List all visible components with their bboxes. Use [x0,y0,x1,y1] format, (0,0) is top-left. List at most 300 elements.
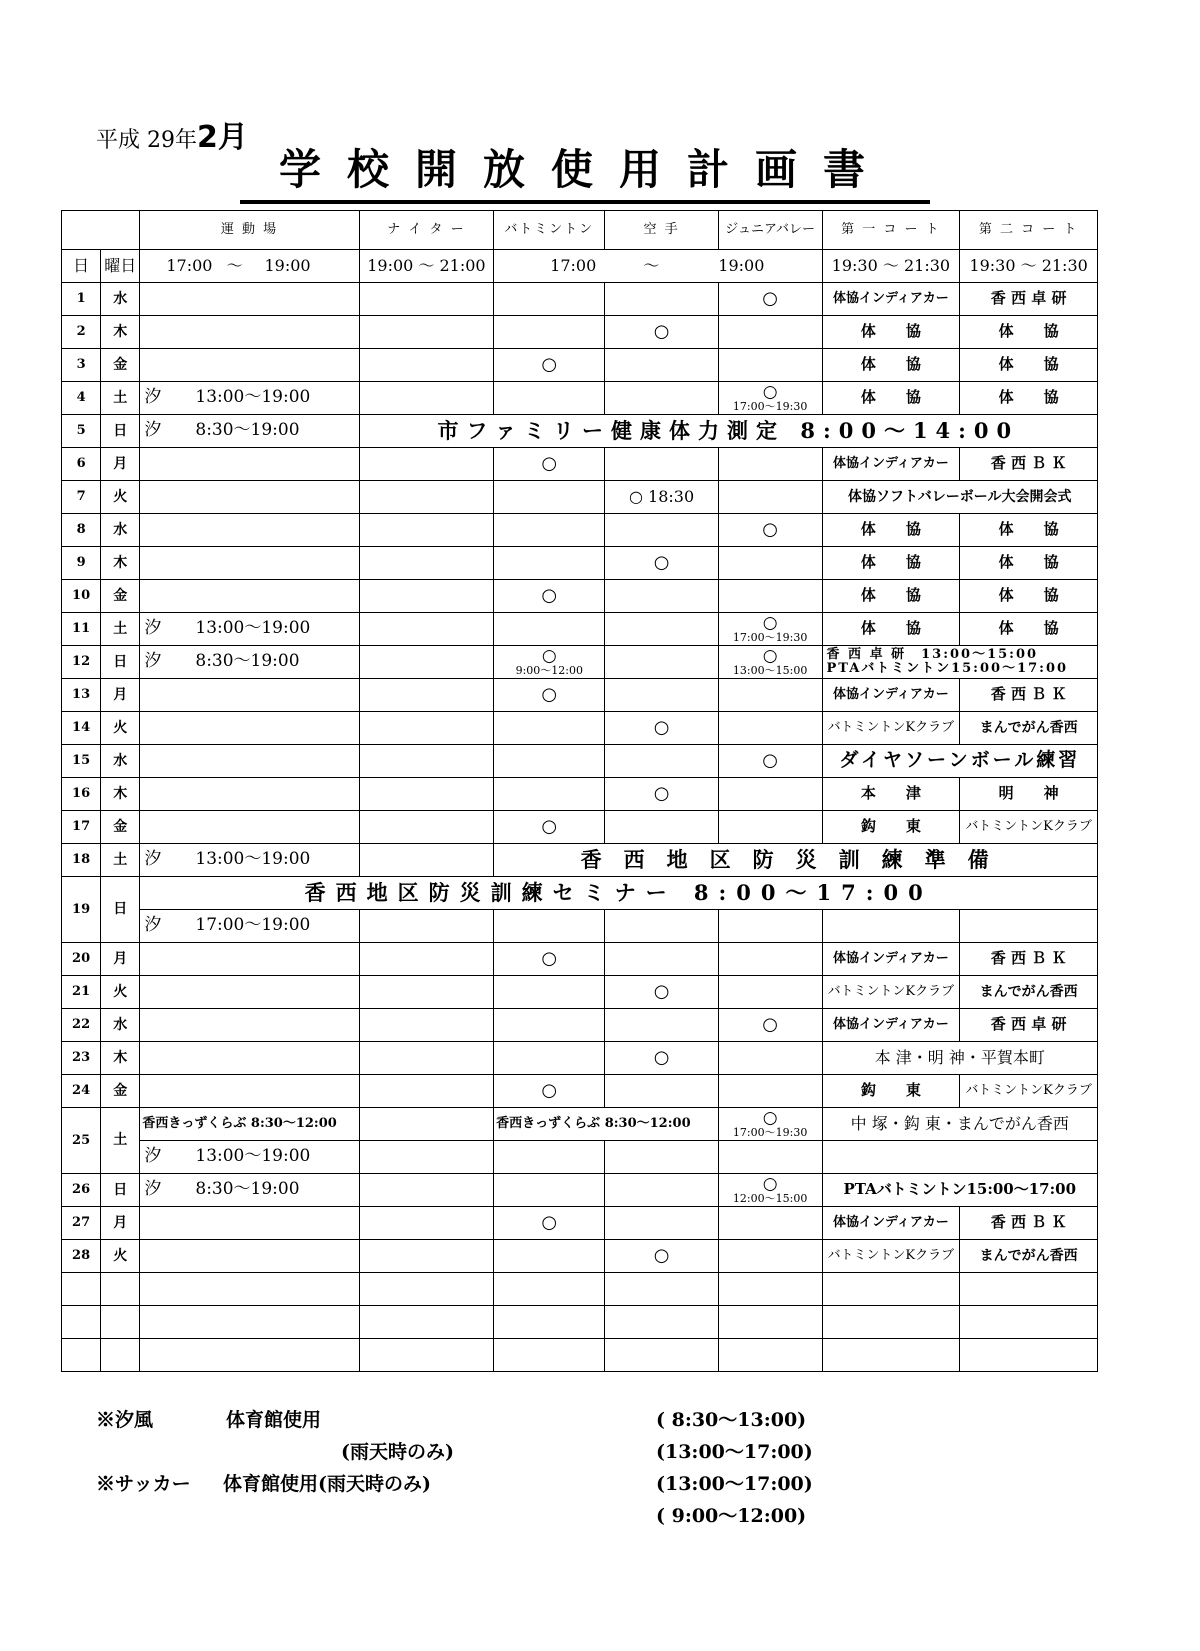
table-row [62,712,1098,745]
table-cell: 1 [62,283,101,316]
table-cell: 9 [62,547,101,580]
table-cell: 土 [101,1108,140,1174]
note-row [96,1405,876,1437]
col-court2: 第 二 コ ー ト [960,211,1098,250]
table-cell: ダイヤソーンボール練習 [822,745,1097,778]
table-cell: 体協インディアカー [822,679,960,712]
table-cell [605,1075,718,1108]
table-cell [140,481,359,514]
table-cell: バトミントンKクラブ [960,1075,1098,1108]
table-cell: 体育館使用 [226,1409,322,1431]
table-cell: ○ [718,745,822,778]
table-row [62,382,1098,415]
table-cell [359,1108,494,1141]
table-cell [494,1174,605,1207]
table-row-sub [62,1141,1098,1174]
table-cell [140,778,359,811]
table-cell [605,943,718,976]
table-cell [718,316,822,349]
table-cell: 本 津 [822,778,960,811]
table-cell: 汐 8:30〜19:00 [140,1174,359,1207]
table-row [62,547,1098,580]
era-year: 平成 29年 [96,128,197,153]
table-cell [140,1009,359,1042]
table-cell: 22 [62,1009,101,1042]
table-cell: 8 [62,514,101,547]
table-cell [62,1306,101,1339]
table-cell: 火 [101,1240,140,1273]
table-cell: 火 [101,976,140,1009]
table-cell [359,1042,494,1075]
table-cell: ○ [494,349,605,382]
table-cell [359,1141,494,1174]
table-cell: 汐 13:00〜19:00 [140,613,359,646]
blank-row [62,1339,1098,1372]
table-row [62,1108,1098,1141]
table-cell [494,1009,605,1042]
event-banner: 香西地区防災訓練準備 [494,844,1098,877]
table-cell: 18 [62,844,101,877]
table-cell: PTAバトミントン15:00〜17:00 [822,1174,1097,1207]
table-cell: 体 協 [822,547,960,580]
table-cell: バトミントンKクラブ [960,811,1098,844]
table-cell [605,283,718,316]
table-cell: 香 西 卓 研 13:00〜15:00 [826,647,1039,663]
col-karate: 空 手 [605,211,718,250]
table-cell: 体 協 [822,514,960,547]
table-cell: 木 [101,778,140,811]
table-cell: ○ [605,1042,718,1075]
table-cell [359,778,494,811]
table-cell [359,316,494,349]
table-row [62,1042,1098,1075]
table-cell [718,943,822,976]
table-cell: 水 [101,283,140,316]
table-cell [140,448,359,481]
table-cell [605,1207,718,1240]
table-cell: 体 協 [960,613,1098,646]
table-cell: 木 [101,547,140,580]
table-cell [140,811,359,844]
table-cell [494,316,605,349]
table-cell: 17:00〜19:30 [732,1126,808,1140]
table-cell [494,1141,605,1174]
table-cell [359,811,494,844]
table-cell [359,283,494,316]
table-row [62,976,1098,1009]
table-row [62,349,1098,382]
table-cell [140,1240,359,1273]
table-cell [140,1075,359,1108]
table-cell: 体 協 [822,382,960,415]
table-cell [718,580,822,613]
table-cell: 水 [101,1009,140,1042]
table-cell [359,1240,494,1273]
table-cell: 24 [62,1075,101,1108]
table-cell: ○ [494,580,605,613]
table-row [62,844,1098,877]
table-cell: 体 協 [960,349,1098,382]
table-cell [359,382,494,415]
table-row [62,877,1098,910]
table-cell: 21 [62,976,101,1009]
table-row [62,316,1098,349]
table-cell: 23 [62,1042,101,1075]
table-cell [140,943,359,976]
table-cell: ○ [718,1009,822,1042]
table-cell [822,1141,1097,1174]
table-cell: (雨天時のみ) [341,1441,454,1463]
table-cell [140,316,359,349]
table-cell: ○ [718,514,822,547]
table-cell [140,580,359,613]
nighter-time: 19:00 〜 21:00 [359,250,494,283]
table-cell [101,1273,140,1306]
table-cell: 金 [101,580,140,613]
table-cell [494,712,605,745]
table-cell [62,1339,101,1372]
event-banner: 市ファミリー健康体力測定 8:00〜14:00 [359,415,1097,448]
table-row [62,1240,1098,1273]
note-row [96,1437,876,1469]
table-cell: 香 西 Ｂ Ｋ [960,448,1098,481]
table-cell [822,910,960,943]
table-cell: 日 [101,646,140,679]
table-cell: 体協ソフトバレーボール大会開会式 [822,481,1097,514]
table-cell [359,580,494,613]
table-cell [718,382,822,415]
table-row [62,415,1098,448]
table-cell: 19:00 [718,255,765,275]
table-cell: ○ [718,283,822,316]
table-row [62,811,1098,844]
table-cell [494,745,605,778]
table-cell: (13:00〜17:00) [656,1473,813,1495]
table-cell: 金 [101,1075,140,1108]
table-cell [960,1339,1098,1372]
table-cell [718,613,822,646]
table-cell [359,349,494,382]
table-cell: まんでがん香西 [960,1240,1098,1273]
table-cell [718,1306,822,1339]
col-ground: 運 動 場 [140,211,359,250]
table-cell [718,1339,822,1372]
table-cell [718,976,822,1009]
table-row [62,283,1098,316]
table-cell [718,349,822,382]
table-cell [718,1141,822,1174]
table-cell [140,283,359,316]
weekday-header: 曜日 [101,250,140,283]
col-junior-volley: ジュニアバレー [718,211,822,250]
table-cell: 体育館使用(雨天時のみ) [223,1473,431,1495]
table-cell [494,1240,605,1273]
table-cell [359,1207,494,1240]
gym-time [494,250,822,283]
table-cell: バトミントンKクラブ [822,976,960,1009]
table-cell [494,910,605,943]
table-cell [605,1273,718,1306]
table-cell: 香 西 卓 研 [960,283,1098,316]
table-cell [494,382,605,415]
table-cell [605,382,718,415]
table-cell [494,778,605,811]
table-cell [718,712,822,745]
table-cell: 13 [62,679,101,712]
table-cell: 〜 [643,255,660,275]
table-cell: 土 [101,613,140,646]
table-cell: ○ [494,811,605,844]
table-cell: 17:00 [166,255,213,275]
table-cell: 12 [62,646,101,679]
table-cell [605,646,718,679]
table-cell: PTAバトミントン15:00〜17:00 [826,661,1069,676]
table-row [62,1075,1098,1108]
table-cell: 香 西 Ｂ Ｋ [960,1207,1098,1240]
table-cell: 体協インディアカー [822,943,960,976]
table-cell [605,1339,718,1372]
table-cell [960,1306,1098,1339]
table-cell [494,283,605,316]
table-cell [718,481,822,514]
table-cell: 体 協 [822,613,960,646]
table-cell: 10 [62,580,101,613]
table-cell: ○ [762,645,778,666]
table-cell: ○ [762,1107,778,1128]
table-cell: 汐 8:30〜19:00 [140,415,359,448]
table-cell: 体 協 [822,580,960,613]
table-cell [101,1306,140,1339]
table-cell: 土 [101,844,140,877]
table-cell: 汐 8:30〜19:00 [140,646,359,679]
table-cell [718,448,822,481]
table-cell: ○ [605,316,718,349]
table-cell: ○ [494,1075,605,1108]
table-cell: 香 西 Ｂ Ｋ [960,679,1098,712]
table-row [62,448,1098,481]
table-cell [494,613,605,646]
court2-time: 19:30 〜 21:30 [960,250,1098,283]
table-cell [718,778,822,811]
table-cell: ○ [605,547,718,580]
table-cell [605,745,718,778]
table-cell [494,1042,605,1075]
table-cell [605,1174,718,1207]
table-cell [822,646,1097,679]
table-cell: 金 [101,349,140,382]
table-cell [960,910,1098,943]
table-cell: 体協インディアカー [822,1009,960,1042]
table-cell: 19:00 [264,255,311,275]
table-row [62,613,1098,646]
table-cell [359,448,494,481]
table-cell: 中 塚・鈎 東・まんでがん香西 [822,1108,1097,1141]
table-cell: 香 西 卓 研 [960,1009,1098,1042]
table-cell: 13:00〜15:00 [732,664,808,678]
day-header: 日 [62,250,101,283]
table-cell: 14 [62,712,101,745]
table-cell: ○ 18:30 [605,481,718,514]
table-row-sub [62,910,1098,943]
table-cell: 体 協 [822,316,960,349]
table-cell [359,844,494,877]
ground-time [140,250,359,283]
note-row [96,1501,876,1533]
court1-time: 19:30 〜 21:30 [822,250,960,283]
table-cell [359,1174,494,1207]
table-cell [718,1108,822,1141]
table-cell: ○ [494,679,605,712]
table-cell [359,745,494,778]
table-cell [605,1306,718,1339]
table-cell [718,1273,822,1306]
table-row [62,679,1098,712]
table-cell [494,1306,605,1339]
table-cell: 2 [62,316,101,349]
table-cell: 金 [101,811,140,844]
table-row [62,580,1098,613]
table-cell [718,679,822,712]
table-cell: 香 西 Ｂ Ｋ [960,943,1098,976]
month: 2月 [197,120,248,155]
table-cell [822,1306,960,1339]
table-cell: 〜 [226,255,243,275]
table-cell [359,1009,494,1042]
table-cell: 17:00〜19:30 [732,631,808,645]
table-cell: ○ [605,1240,718,1273]
table-cell: バトミントンKクラブ [822,1240,960,1273]
table-cell: 15 [62,745,101,778]
table-cell [62,1273,101,1306]
event-banner: 香西地区防災訓練セミナー 8:00〜17:00 [140,877,1098,910]
table-cell: 11 [62,613,101,646]
document-title: 学校開放使用計画書 [240,142,930,204]
table-cell: ○ [762,1173,778,1194]
table-row [62,1174,1098,1207]
table-cell [359,547,494,580]
table-cell [718,1207,822,1240]
table-cell: ○ [605,976,718,1009]
table-cell [605,514,718,547]
table-row [62,1009,1098,1042]
table-cell [140,349,359,382]
table-cell: 26 [62,1174,101,1207]
note-row [96,1469,876,1501]
document-date [96,112,248,156]
table-cell [605,349,718,382]
table-cell [359,679,494,712]
table-cell: 体協インディアカー [822,448,960,481]
table-cell: 体協インディアカー [822,1207,960,1240]
table-cell: ○ [494,1207,605,1240]
table-cell: ○ [762,612,778,633]
table-cell [494,976,605,1009]
table-cell [140,745,359,778]
table-cell [822,1273,960,1306]
table-cell [140,1042,359,1075]
table-cell: ※汐風 [96,1409,154,1431]
table-cell: ○ [605,712,718,745]
table-cell: 火 [101,712,140,745]
table-row [62,745,1098,778]
time-row [62,250,1098,283]
footnotes [96,1405,876,1533]
table-cell [494,646,605,679]
table-cell [359,646,494,679]
table-cell: 鈎 東 [822,811,960,844]
table-cell [718,547,822,580]
table-cell: 日 [101,415,140,448]
table-cell [494,1273,605,1306]
table-cell: まんでがん香西 [960,712,1098,745]
table-cell: 17:00 [550,255,597,275]
table-cell: 日 [101,877,140,943]
table-cell [494,514,605,547]
table-cell: 28 [62,1240,101,1273]
table-row [62,1207,1098,1240]
table-cell: 汐 17:00〜19:00 [140,910,359,943]
table-cell: 木 [101,316,140,349]
table-cell: 香西きっずくらぶ 8:30〜12:00 [140,1108,359,1141]
table-cell [718,910,822,943]
table-cell: 体 協 [960,580,1098,613]
schedule-table [61,210,1098,1372]
table-cell: 明 神 [960,778,1098,811]
table-cell: 16 [62,778,101,811]
table-cell: 5 [62,415,101,448]
table-cell [718,1042,822,1075]
table-cell [140,514,359,547]
table-cell [494,547,605,580]
blank-row [62,1306,1098,1339]
table-cell [359,1075,494,1108]
table-cell [718,1075,822,1108]
table-cell [359,1306,494,1339]
table-cell: 汐 13:00〜19:00 [140,844,359,877]
table-row [62,514,1098,547]
table-cell [359,514,494,547]
table-cell: 27 [62,1207,101,1240]
table-cell: 6 [62,448,101,481]
table-cell: 9:00〜12:00 [515,664,583,678]
table-row [62,943,1098,976]
table-cell [359,910,494,943]
table-cell [359,481,494,514]
table-cell [101,1339,140,1372]
blank-header [62,211,140,250]
table-cell [140,976,359,1009]
table-cell: 木 [101,1042,140,1075]
table-cell: 月 [101,448,140,481]
table-cell [605,613,718,646]
table-cell: 17 [62,811,101,844]
col-nighter: ナ イ タ ー [359,211,494,250]
table-cell [140,679,359,712]
table-cell [140,1339,359,1372]
table-cell: ○ [494,448,605,481]
table-cell: 19 [62,877,101,943]
table-cell [718,1174,822,1207]
table-cell: ○ [605,778,718,811]
table-cell: ( 9:00〜12:00) [656,1505,807,1527]
table-cell: 体 協 [960,316,1098,349]
table-cell: 体 協 [822,349,960,382]
table-cell: 日 [101,1174,140,1207]
table-cell: ○ [762,381,778,402]
table-cell [605,1009,718,1042]
table-cell: 3 [62,349,101,382]
table-cell: ※サッカー [96,1473,191,1495]
